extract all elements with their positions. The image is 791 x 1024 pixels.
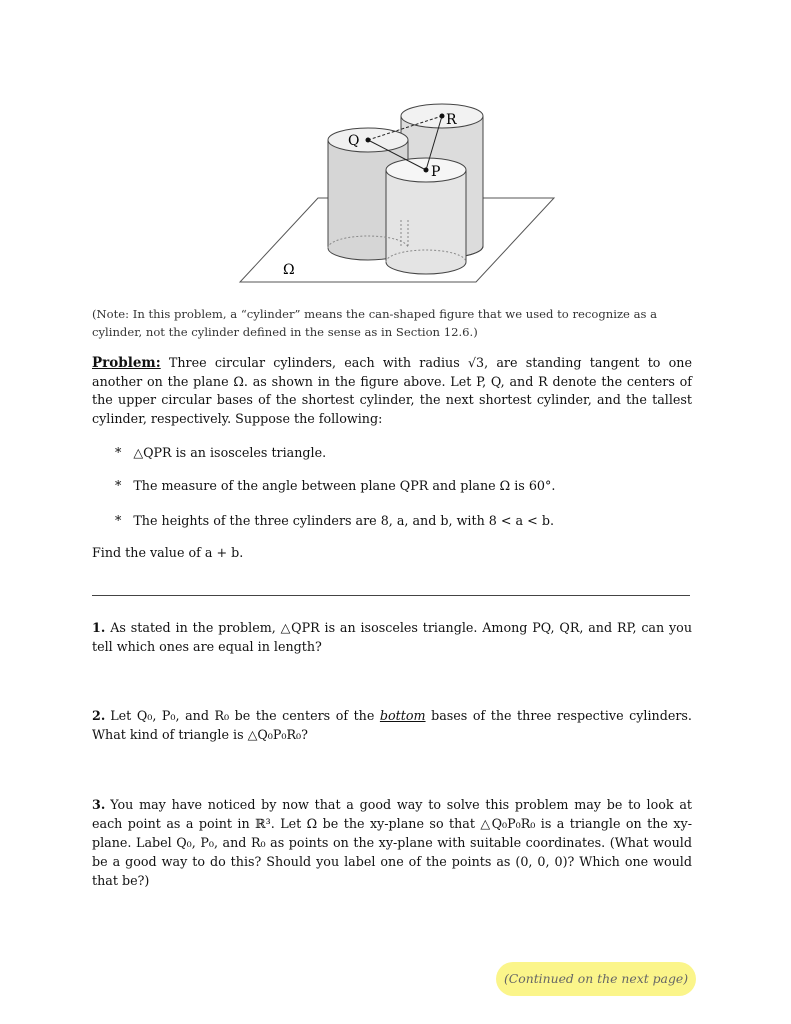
condition-item: * The heights of the three cylinders are 8, a, and b, with 8 < a < b.	[115, 513, 554, 528]
cylinders-figure	[236, 100, 556, 290]
point-p	[424, 168, 429, 173]
problem-statement	[92, 354, 692, 428]
problem-heading: Problem:	[92, 355, 161, 371]
label-p: P	[431, 164, 441, 180]
cylinder-shortest	[386, 158, 466, 274]
problem-text: Three circular cylinders, each with radius √3, are standing tangent to one another on the plane Ω. as shown in the figure above. Let P, Q, and R denote the centers of the upper circular bases of the shortest cylinder, the next shortest cylinder, and the tallest cylinder, respectively. Suppose the following:	[92, 355, 692, 426]
point-q	[366, 138, 371, 143]
condition-item: * △QPR is an isosceles triangle.	[115, 445, 327, 460]
question-3: 3. You may have noticed by now that a good way to solve this problem may be to look at each point as a point in ℝ³. Let Ω be the xy-plane so that △Q₀P₀R₀ is a triangle on the xy-plane. Label Q₀, P₀, and R₀ as points on the xy-plane with suitable coordinates. (What would be a good way to do this? Should you label one of the points as (0, 0, 0)? Which one would that be?)	[92, 797, 692, 888]
label-q: Q	[348, 133, 360, 149]
point-r	[440, 114, 445, 119]
question-2: 2. Let Q₀, P₀, and R₀ be the centers of the bottom bases of the three respective cylinders. What kind of triangle is △Q₀P₀R₀?	[92, 708, 692, 742]
emphasis-bottom: bottom	[379, 708, 426, 723]
label-omega: Ω	[283, 262, 295, 278]
find-statement: Find the value of a + b.	[92, 545, 244, 560]
note-paragraph: (Note: In this problem, a “cylinder” means the can-shaped figure that we used to recognize as a cylinder, not the cylinder defined in the sense as in Section 12.6.)	[92, 307, 658, 339]
label-r: R	[446, 112, 457, 128]
condition-item: * The measure of the angle between plane QPR and plane Ω is 60°.	[115, 478, 556, 493]
question-1: 1. As stated in the problem, △QPR is an isosceles triangle. Among PQ, QR, and RP, can you tell which ones are equal in length?	[92, 620, 692, 654]
continued-note: (Continued on the next page)	[496, 962, 696, 996]
divider	[92, 595, 690, 596]
